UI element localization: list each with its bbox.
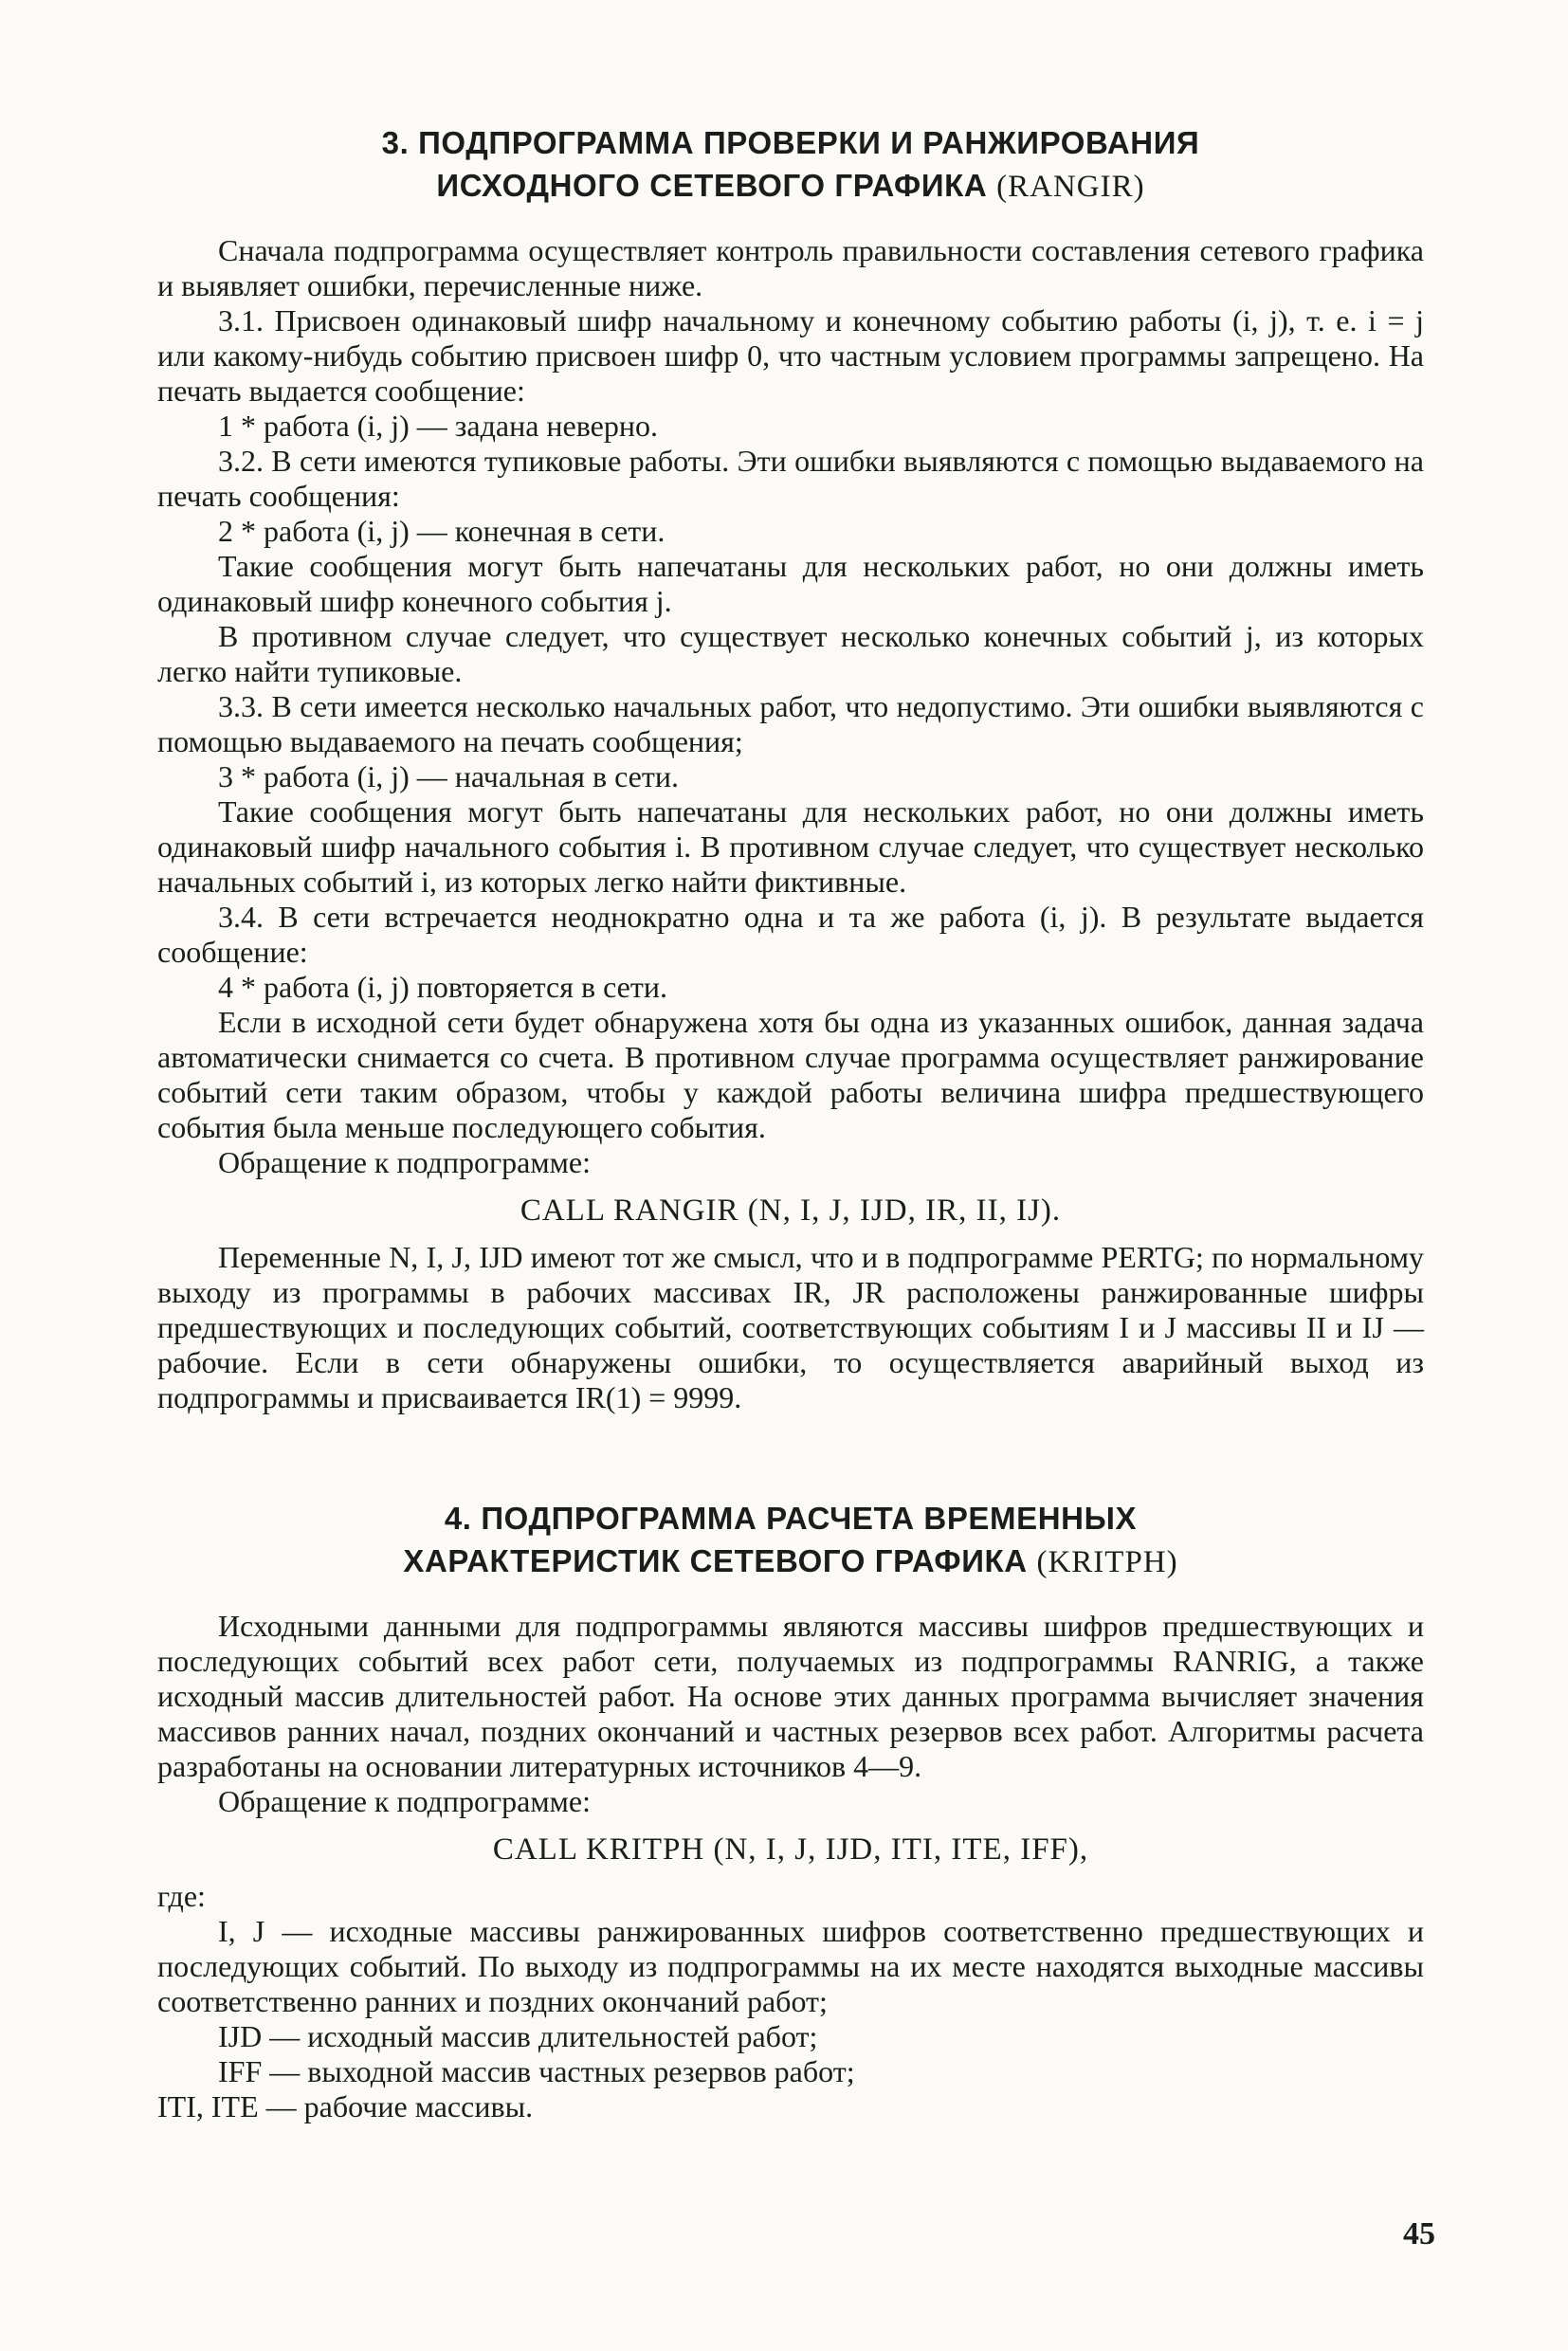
- section-3-subroutine-name: (RANGIR): [996, 170, 1145, 204]
- section-3-title-line-2: ИСХОДНОГО СЕТЕВОГО ГРАФИКА: [436, 168, 988, 203]
- message-3: 3 * работа (i, j) — начальная в сети.: [218, 759, 679, 793]
- section-4-heading: [157, 1497, 1424, 1584]
- section-3-heading: [157, 121, 1424, 209]
- message-1: 1 * работа (i, j) — задана неверно.: [218, 409, 658, 443]
- definition-i-j: I, J — исходные массивы ранжированных шифров соответственно предшествующих и последующих событий. По выходу из подпрограммы на их месте находятся выходные массивы соответственно ранних и поздних окончаний работ;: [157, 1914, 1424, 2018]
- rangir-variables-description: Переменные N, I, J, IJD имеют тот же смысл, что и в подпрограмме PERTG; по нормальному выходу из программы в рабочих массивах IR, JR расположены ранжированные шифры предшествующих и последующих событий, соответствующих событиям I и J массивы II и IJ — рабочие. Если в сети обнаружены ошибки, то осуществляется аварийный выход из подпрограммы и присваивается IR(1) = 9999.: [157, 1240, 1425, 1414]
- rangir-call-statement: CALL RANGIR (N, I, J, IJD, IR, II, IJ).: [520, 1194, 1062, 1228]
- error-handling-paragraph: Если в исходной сети будет обнаружена хотя бы одна из указанных ошибок, данная задача автоматически снимается со счета. В противном случае программа осуществляет ранжирование событий сети таким образом, чтобы у каждой работы величина шифра предшествующего события была меньше последующего события.: [157, 1005, 1424, 1144]
- section-3-intro: Сначала подпрограмма осуществляет контроль правильности составления сетевого графика и выявляет ошибки, перечисленные ниже.: [157, 233, 1424, 302]
- item-3-4: 3.4. В сети встречается неоднократно одна и та же работа (i, j). В результате выдается сообщение:: [157, 900, 1424, 969]
- section-4-intro: Исходными данными для подпрограммы являются массивы шифров предшествующих и последующих событий всех работ сети, получаемых из подпрограммы RANRIG, а также исходный массив длительностей работ. На основе этих данных программа вычисляет значения массивов ранних начал, поздних окончаний и частных резервов всех работ. Алгоритмы расчета разработаны на основании литературных источников 4—9.: [157, 1609, 1424, 1783]
- definition-ijd: IJD — исходный массив длительностей работ;: [218, 2019, 818, 2053]
- page-content: [157, 121, 1424, 2124]
- where-label: где:: [157, 1879, 206, 1913]
- definition-iff: IFF — выходной массив частных резервов работ;: [218, 2054, 855, 2088]
- item-3-3: 3.3. В сети имеется несколько начальных работ, что недопустимо. Эти ошибки выявляются с помощью выдаваемого на печать сообщения;: [157, 689, 1424, 758]
- message-2-note: Такие сообщения могут быть напечатаны для нескольких работ, но они должны иметь одинаковый шифр конечного события j.: [157, 549, 1424, 618]
- message-2-otherwise: В противном случае следует, что существует несколько конечных событий j, из которых легко найти тупиковые.: [157, 619, 1424, 688]
- section-4-title-line-2: ХАРАКТЕРИСТИК СЕТЕВОГО ГРАФИКА: [403, 1543, 1028, 1578]
- item-3-2: 3.2. В сети имеются тупиковые работы. Эти ошибки выявляются с помощью выдаваемого на печать сообщения:: [157, 444, 1424, 513]
- page-number: 45: [1403, 2216, 1435, 2251]
- message-2: 2 * работа (i, j) — конечная в сети.: [218, 514, 665, 548]
- section-4-title-line-1: 4. ПОДПРОГРАММА РАСЧЕТА ВРЕМЕННЫХ: [444, 1501, 1138, 1536]
- section-3-title-line-1: 3. ПОДПРОГРАММА ПРОВЕРКИ И РАНЖИРОВАНИЯ: [381, 125, 1200, 160]
- message-3-note: Такие сообщения могут быть напечатаны для нескольких работ, но они должны иметь одинаковый шифр начального события i. В противном случае следует, что существует несколько начальных событий i, из которых легко найти фиктивные.: [157, 794, 1424, 899]
- section-3-call-intro: Обращение к подпрограмме:: [218, 1145, 591, 1179]
- section-4-call-intro: Обращение к подпрограмме:: [218, 1784, 591, 1818]
- item-3-1: 3.1. Присвоен одинаковый шифр начальному и конечному событию работы (i, j), т. е. i = j или какому-нибудь событию присвоен шифр 0, что частным условием программы запрещено. На печать выдается сообщение:: [157, 303, 1424, 408]
- message-4: 4 * работа (i, j) повторяется в сети.: [218, 970, 667, 1004]
- section-4-subroutine-name: (KRITPH): [1036, 1545, 1178, 1579]
- kritph-call-statement: CALL KRITPH (N, I, J, IJD, ITI, ITE, IFF),: [492, 1832, 1089, 1867]
- definition-iti-ite: ITI, ITE — рабочие массивы.: [157, 2089, 534, 2123]
